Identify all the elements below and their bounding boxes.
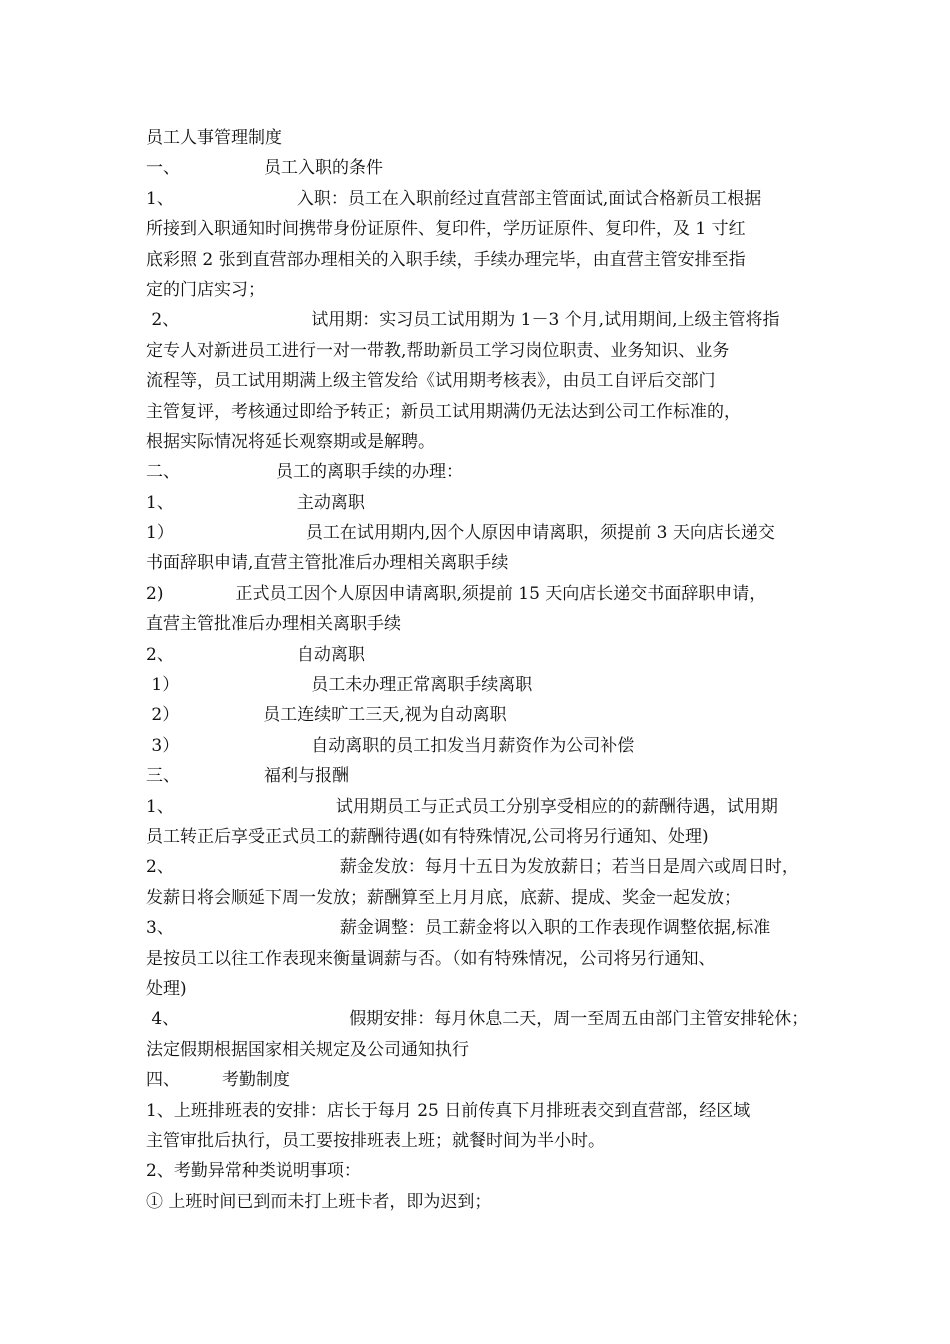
paragraph-line <box>146 153 814 183</box>
line-text: 福利与报酬 <box>264 766 349 787</box>
line-number: 1） <box>146 675 180 696</box>
paragraph-line <box>146 275 814 305</box>
document-title: 员工人事管理制度 <box>146 128 282 148</box>
line-text: 员工的离职手续的办理： <box>276 462 463 483</box>
line-text: 薪金调整：员工薪金将以入职的工作表现作调整依据,标准 <box>339 918 771 939</box>
line-text: 员工入职的条件 <box>264 158 383 179</box>
line-number: 1、 <box>146 188 174 209</box>
paragraph-line <box>146 518 814 548</box>
paragraph-line <box>146 761 814 791</box>
line-text: 法定假期根据国家相关规定及公司通知执行 <box>146 1039 469 1060</box>
paragraph-line <box>146 792 814 822</box>
paragraph-line <box>146 1096 814 1126</box>
line-text: 员工在试用期内,因个人原因申请离职，须提前 3 天向店长递交 <box>305 523 775 544</box>
line-number: 2、 <box>146 644 174 665</box>
line-text: 试用期员工与正式员工分别享受相应的的薪酬待遇，试用期 <box>335 796 778 817</box>
line-number: 三、 <box>146 766 180 787</box>
line-text: 根据实际情况将延长观察期或是解聘。 <box>146 431 435 452</box>
line-text: 自动离职的员工扣发当月薪资作为公司补偿 <box>311 735 635 756</box>
line-number: 2、 <box>146 857 174 878</box>
line-number: 四、 <box>146 1070 180 1091</box>
paragraph-line <box>146 700 814 730</box>
line-number: 3） <box>146 735 180 756</box>
paragraph-line <box>146 731 814 761</box>
paragraph-line <box>146 548 814 578</box>
line-text: ① 上班时间已到而未打上班卡者，即为迟到； <box>146 1191 492 1212</box>
paragraph-line <box>146 184 814 214</box>
line-text: 是按员工以往工作表现来衡量调薪与否。（如有特殊情况，公司将另行通知、 <box>146 948 716 969</box>
paragraph-line <box>146 397 814 427</box>
line-number: 1） <box>146 523 174 544</box>
line-number: 1、 <box>146 492 174 513</box>
paragraph-line <box>146 944 814 974</box>
line-text: 自动离职 <box>296 644 365 665</box>
paragraph-line <box>146 1156 814 1186</box>
paragraph-line <box>146 852 814 882</box>
paragraph-line <box>146 336 814 366</box>
paragraph-line <box>146 822 814 852</box>
paragraph-line <box>146 883 814 913</box>
line-text: 考勤制度 <box>222 1070 290 1091</box>
paragraph-line <box>146 245 814 275</box>
line-text: 流程等，员工试用期满上级主管发给《试用期考核表》，由员工自评后交部门 <box>146 371 716 392</box>
line-text: 入职：员工在入职前经过直营部主管面试,面试合格新员工根据 <box>296 188 762 209</box>
paragraph-line <box>146 1004 814 1034</box>
line-text: 正式员工因个人原因申请离职,须提前 15 天向店长递交书面辞职申请， <box>235 583 767 604</box>
line-number: 2） <box>146 705 180 726</box>
paragraph-line <box>146 427 814 457</box>
paragraph-line <box>146 1126 814 1156</box>
line-text: 薪金发放：每月十五日为发放薪日；若当日是周六或周日时， <box>339 857 799 878</box>
line-text: 发薪日将会顺延下周一发放；薪酬算至上月月底，底薪、提成、奖金一起发放； <box>146 887 741 908</box>
paragraph-line <box>146 913 814 943</box>
line-text: 员工未办理正常离职手续离职 <box>311 675 533 696</box>
paragraph-line <box>146 1065 814 1095</box>
line-text: 1、上班排班表的安排：店长于每月 25 日前传真下月排班表交到直营部，经区域 <box>146 1100 751 1121</box>
paragraph-line <box>146 640 814 670</box>
line-text: 定的门店实习； <box>146 279 265 300</box>
line-text: 底彩照 2 张到直营部办理相关的入职手续，手续办理完毕，由直营主管安排至指 <box>146 249 746 270</box>
line-number: 1、 <box>146 796 174 817</box>
document-body <box>146 123 814 1217</box>
paragraph-line <box>146 974 814 1004</box>
paragraph-line <box>146 579 814 609</box>
line-text: 直营主管批准后办理相关离职手续 <box>146 614 401 635</box>
paragraph-line <box>146 457 814 487</box>
line-number: 2、 <box>146 310 180 331</box>
line-text: 试用期：实习员工试用期为 1－3 个月,试用期间,上级主管将指 <box>311 310 780 331</box>
paragraph-line <box>146 305 814 335</box>
line-text: 员工转正后享受正式员工的薪酬待遇(如有特殊情况,公司将另行通知、处理) <box>146 826 709 847</box>
line-text: 假期安排：每月休息二天，周一至周五由部门主管安排轮休； <box>349 1009 809 1030</box>
paragraph-line <box>146 609 814 639</box>
document-lines <box>146 153 814 1217</box>
line-text: 主管复评，考核通过即给予转正；新员工试用期满仍无法达到公司工作标准的， <box>146 401 741 422</box>
line-text: 2、考勤异常种类说明事项： <box>146 1161 361 1182</box>
line-number: 4、 <box>146 1009 180 1030</box>
paragraph-line <box>146 1035 814 1065</box>
paragraph-line <box>146 488 814 518</box>
line-number: 3、 <box>146 918 174 939</box>
line-text: 员工连续旷工三天,视为自动离职 <box>263 705 507 726</box>
line-text: 书面辞职申请,直营主管批准后办理相关离职手续 <box>146 553 509 574</box>
line-number: 一、 <box>146 158 180 179</box>
line-number: 2) <box>146 583 164 604</box>
line-text: 主管审批后执行，员工要按排班表上班；就餐时间为半小时。 <box>146 1130 605 1151</box>
paragraph-line <box>146 366 814 396</box>
paragraph-line <box>146 214 814 244</box>
line-text: 处理) <box>146 978 187 999</box>
paragraph-line <box>146 670 814 700</box>
paragraph-line <box>146 1187 814 1217</box>
line-text: 主动离职 <box>296 492 365 513</box>
line-text: 所接到入职通知时间携带身份证原件、复印件，学历证原件、复印件，及 1 寸红 <box>146 219 746 240</box>
line-number: 二、 <box>146 462 180 483</box>
line-text: 定专人对新进员工进行一对一带教,帮助新员工学习岗位职责、业务知识、业务 <box>146 340 730 361</box>
